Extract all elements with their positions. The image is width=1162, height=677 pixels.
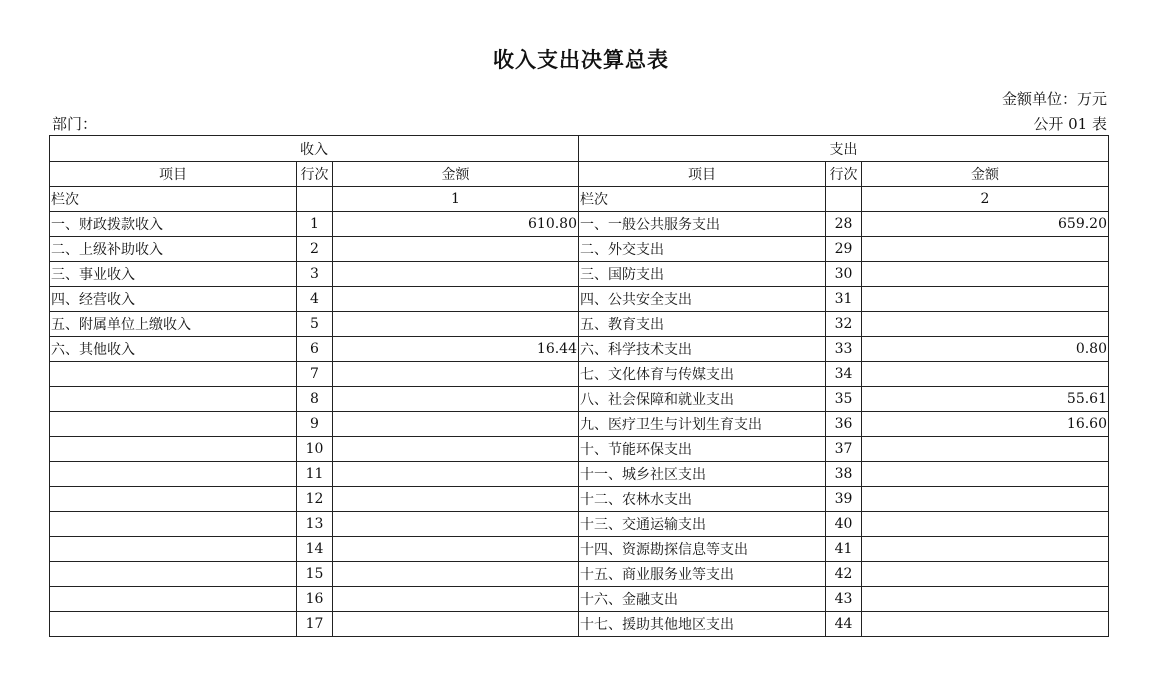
expense-amount-cell: 55.61 xyxy=(862,387,1109,412)
expense-line-cell: 35 xyxy=(826,387,862,412)
expense-item-cell: 四、公共安全支出 xyxy=(579,287,826,312)
expense-line-cell: 43 xyxy=(826,587,862,612)
income-item-cell xyxy=(50,437,297,462)
table-row xyxy=(50,212,1109,237)
expense-line-cell: 31 xyxy=(826,287,862,312)
expense-amount-header: 金额 xyxy=(862,162,1109,187)
expense-line-cell: 39 xyxy=(826,487,862,512)
expense-item-cell: 七、文化体育与传媒支出 xyxy=(579,362,826,387)
department-label: 部门： xyxy=(52,115,98,133)
expense-amount-cell xyxy=(862,287,1109,312)
income-line-cell: 5 xyxy=(297,312,333,337)
table-row xyxy=(50,412,1109,437)
income-line-cell: 8 xyxy=(297,387,333,412)
expense-line-cell: 42 xyxy=(826,562,862,587)
income-amount-cell xyxy=(333,287,579,312)
unit-label: 金额单位：万元 xyxy=(1001,90,1107,108)
income-line-cell: 14 xyxy=(297,537,333,562)
income-line-cell: 2 xyxy=(297,237,333,262)
income-item-cell xyxy=(50,587,297,612)
table-row xyxy=(50,362,1109,387)
expense-item-cell: 十七、援助其他地区支出 xyxy=(579,612,826,637)
table-row xyxy=(50,262,1109,287)
expense-line-cell: 38 xyxy=(826,462,862,487)
income-item-cell xyxy=(50,562,297,587)
expense-line-cell: 28 xyxy=(826,212,862,237)
expense-amount-cell xyxy=(862,562,1109,587)
income-amount-cell xyxy=(333,412,579,437)
income-item-cell: 六、其他收入 xyxy=(50,337,297,362)
expense-item-cell: 九、医疗卫生与计划生育支出 xyxy=(579,412,826,437)
income-line-cell: 10 xyxy=(297,437,333,462)
income-item-cell: 五、附属单位上缴收入 xyxy=(50,312,297,337)
expense-line-cell: 41 xyxy=(826,537,862,562)
income-column-label: 栏次 xyxy=(50,187,297,212)
income-line-cell: 6 xyxy=(297,337,333,362)
income-amount-cell xyxy=(333,487,579,512)
expense-amount-cell xyxy=(862,462,1109,487)
expense-amount-cell: 0.80 xyxy=(862,337,1109,362)
expense-line-empty xyxy=(826,187,862,212)
page-title: 收入支出决算总表 xyxy=(493,48,669,72)
expense-item-cell: 一、一般公共服务支出 xyxy=(579,212,826,237)
income-line-cell: 12 xyxy=(297,487,333,512)
form-number: 公开 01 表 xyxy=(1033,115,1107,133)
table-row xyxy=(50,462,1109,487)
income-line-cell: 15 xyxy=(297,562,333,587)
table-row xyxy=(50,537,1109,562)
expense-amount-cell xyxy=(862,537,1109,562)
income-amount-cell xyxy=(333,587,579,612)
expense-item-cell: 十、节能环保支出 xyxy=(579,437,826,462)
expense-line-cell: 32 xyxy=(826,312,862,337)
income-item-cell xyxy=(50,612,297,637)
income-item-cell: 四、经营收入 xyxy=(50,287,297,312)
income-item-header: 项目 xyxy=(50,162,297,187)
expense-item-cell: 十四、资源勘探信息等支出 xyxy=(579,537,826,562)
expense-line-cell: 34 xyxy=(826,362,862,387)
income-amount-cell: 610.80 xyxy=(333,212,579,237)
expense-amount-cell xyxy=(862,612,1109,637)
table-row xyxy=(50,512,1109,537)
expense-column-label: 栏次 xyxy=(579,187,826,212)
expense-item-cell: 六、科学技术支出 xyxy=(579,337,826,362)
expense-line-cell: 30 xyxy=(826,262,862,287)
income-item-cell xyxy=(50,462,297,487)
expense-amount-cell xyxy=(862,237,1109,262)
expense-amount-cell xyxy=(862,512,1109,537)
expense-amount-cell xyxy=(862,437,1109,462)
income-item-cell xyxy=(50,487,297,512)
table-row xyxy=(50,312,1109,337)
income-amount-cell xyxy=(333,512,579,537)
income-line-cell: 16 xyxy=(297,587,333,612)
expense-line-cell: 36 xyxy=(826,412,862,437)
table-row xyxy=(50,487,1109,512)
table-row xyxy=(50,612,1109,637)
expense-item-cell: 十六、金融支出 xyxy=(579,587,826,612)
income-amount-cell xyxy=(333,537,579,562)
income-line-cell: 9 xyxy=(297,412,333,437)
income-amount-cell xyxy=(333,237,579,262)
income-line-cell: 3 xyxy=(297,262,333,287)
column-header-row xyxy=(50,162,1109,187)
column-number-row xyxy=(50,187,1109,212)
expense-item-cell: 五、教育支出 xyxy=(579,312,826,337)
income-amount-header: 金额 xyxy=(333,162,579,187)
expense-column-number: 2 xyxy=(862,187,1109,212)
expense-item-header: 项目 xyxy=(579,162,826,187)
income-amount-cell xyxy=(333,362,579,387)
income-item-cell xyxy=(50,512,297,537)
expense-line-cell: 40 xyxy=(826,512,862,537)
table-row xyxy=(50,287,1109,312)
expense-line-header: 行次 xyxy=(826,162,862,187)
income-item-cell xyxy=(50,537,297,562)
expense-item-cell: 十一、城乡社区支出 xyxy=(579,462,826,487)
budget-summary-table xyxy=(49,135,1109,637)
expense-line-cell: 33 xyxy=(826,337,862,362)
income-line-cell: 11 xyxy=(297,462,333,487)
table-row xyxy=(50,587,1109,612)
expense-amount-cell xyxy=(862,362,1109,387)
expense-line-cell: 37 xyxy=(826,437,862,462)
income-amount-cell xyxy=(333,262,579,287)
income-section-header: 收入 xyxy=(50,136,579,162)
section-header-row xyxy=(50,136,1109,162)
expense-amount-cell: 659.20 xyxy=(862,212,1109,237)
expense-amount-cell xyxy=(862,587,1109,612)
income-amount-cell: 16.44 xyxy=(333,337,579,362)
income-line-cell: 4 xyxy=(297,287,333,312)
income-line-cell: 7 xyxy=(297,362,333,387)
expense-amount-cell xyxy=(862,312,1109,337)
income-line-cell: 17 xyxy=(297,612,333,637)
income-amount-cell xyxy=(333,462,579,487)
expense-item-cell: 十二、农林水支出 xyxy=(579,487,826,512)
income-amount-cell xyxy=(333,312,579,337)
income-line-header: 行次 xyxy=(297,162,333,187)
income-amount-cell xyxy=(333,437,579,462)
expense-line-cell: 29 xyxy=(826,237,862,262)
expense-amount-cell: 16.60 xyxy=(862,412,1109,437)
table-row xyxy=(50,387,1109,412)
income-line-empty xyxy=(297,187,333,212)
income-item-cell xyxy=(50,362,297,387)
income-item-cell xyxy=(50,412,297,437)
expense-item-cell: 八、社会保障和就业支出 xyxy=(579,387,826,412)
table-row xyxy=(50,437,1109,462)
income-item-cell: 三、事业收入 xyxy=(50,262,297,287)
expense-section-header: 支出 xyxy=(579,136,1109,162)
table-row xyxy=(50,562,1109,587)
income-amount-cell xyxy=(333,387,579,412)
expense-amount-cell xyxy=(862,262,1109,287)
income-item-cell xyxy=(50,387,297,412)
income-item-cell: 二、上级补助收入 xyxy=(50,237,297,262)
income-item-cell: 一、财政拨款收入 xyxy=(50,212,297,237)
income-line-cell: 13 xyxy=(297,512,333,537)
income-amount-cell xyxy=(333,562,579,587)
expense-item-cell: 二、外交支出 xyxy=(579,237,826,262)
expense-item-cell: 三、国防支出 xyxy=(579,262,826,287)
expense-amount-cell xyxy=(862,487,1109,512)
income-amount-cell xyxy=(333,612,579,637)
income-column-number: 1 xyxy=(333,187,579,212)
expense-line-cell: 44 xyxy=(826,612,862,637)
income-line-cell: 1 xyxy=(297,212,333,237)
expense-item-cell: 十五、商业服务业等支出 xyxy=(579,562,826,587)
expense-item-cell: 十三、交通运输支出 xyxy=(579,512,826,537)
table-row xyxy=(50,337,1109,362)
table-row xyxy=(50,237,1109,262)
